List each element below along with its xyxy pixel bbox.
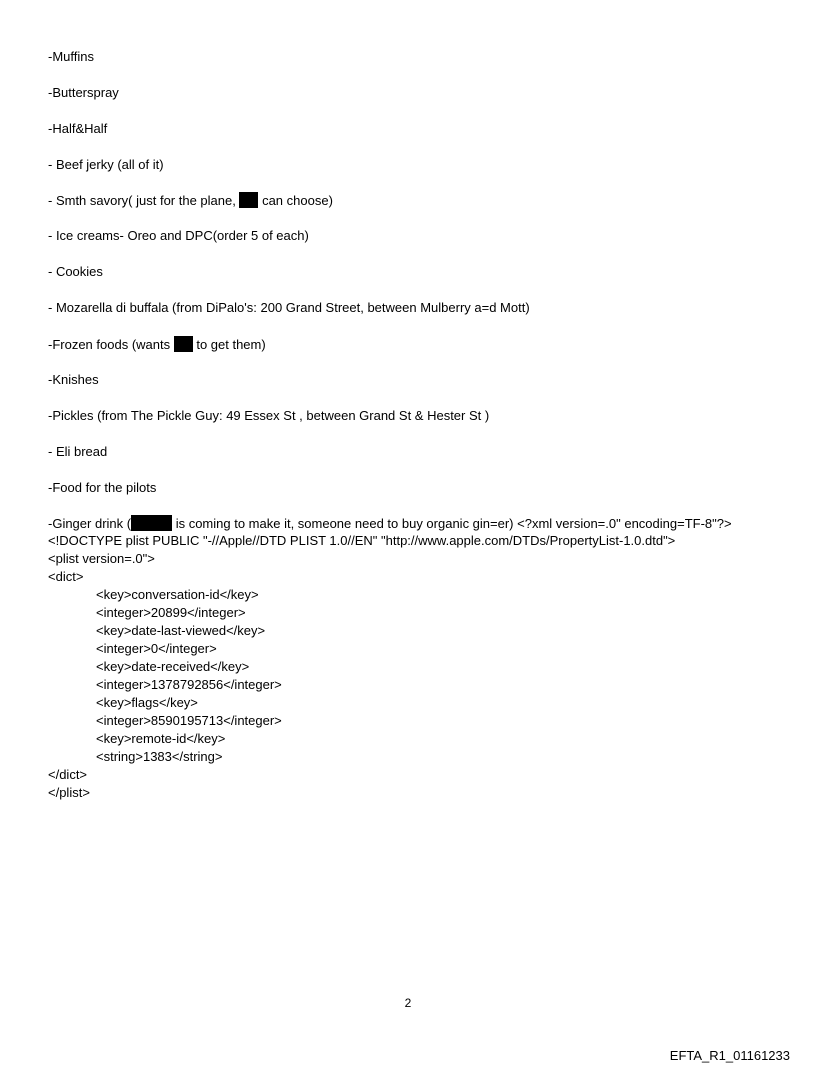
plist-line: <!DOCTYPE plist PUBLIC "-//Apple//DTD PLIST 1.0//EN" "http://www.apple.com/DTDs/PropertyList-1.0.dtd">	[48, 533, 676, 548]
plist-line: <integer>1378792856</integer>	[96, 677, 282, 692]
plist-line: <key>conversation-id</key>	[96, 587, 259, 602]
list-item: - Cookies	[48, 264, 103, 279]
list-item-text: to get them)	[192, 337, 266, 352]
redaction-box	[239, 192, 258, 208]
list-item: - Ice creams- Oreo and DPC(order 5 of each)	[48, 228, 309, 243]
plist-line: </dict>	[48, 767, 88, 782]
list-item	[48, 515, 732, 532]
list-item-text: can choose)	[258, 193, 333, 208]
list-item: - Mozarella di buffala (from DiPalo's: 200 Grand Street, between Mulberry a=d Mott)	[48, 300, 530, 315]
list-item: -Knishes	[48, 372, 99, 387]
list-item-text: - Smth savory( just for the plane,	[48, 193, 240, 208]
plist-line: <integer>20899</integer>	[96, 605, 246, 620]
list-item-text: -Frozen foods (wants	[48, 337, 174, 352]
list-item-text: -Ginger drink (	[48, 516, 132, 531]
plist-line: <key>flags</key>	[96, 695, 198, 710]
list-item: - Eli bread	[48, 444, 108, 459]
plist-line: <key>remote-id</key>	[96, 731, 226, 746]
list-item: - Beef jerky (all of it)	[48, 157, 164, 172]
plist-line: <string>1383</string>	[96, 749, 223, 764]
plist-line: <key>date-last-viewed</key>	[96, 623, 266, 638]
list-item	[48, 336, 266, 353]
plist-line: <key>date-received</key>	[96, 659, 250, 674]
list-item: -Pickles (from The Pickle Guy: 49 Essex St , between Grand St & Hester St )	[48, 408, 490, 423]
list-item: -Muffins	[48, 49, 94, 64]
list-item: -Half&Half	[48, 121, 108, 136]
list-item-text: is coming to make it, someone need to buy organic gin=er) <?xml version=.0" encoding=TF-8"?>	[172, 516, 732, 531]
plist-line: <plist version=.0">	[48, 551, 155, 566]
list-item: -Butterspray	[48, 85, 119, 100]
redaction-box	[174, 336, 193, 352]
redaction-box	[131, 515, 172, 531]
plist-line: </plist>	[48, 785, 90, 800]
plist-line: <integer>0</integer>	[96, 641, 217, 656]
list-item: -Food for the pilots	[48, 480, 157, 495]
plist-line: <dict>	[48, 569, 84, 584]
page-number: 2	[404, 996, 412, 1010]
list-item	[48, 192, 333, 209]
document-id: EFTA_R1_01161233	[669, 1048, 790, 1063]
plist-line: <integer>8590195713</integer>	[96, 713, 282, 728]
